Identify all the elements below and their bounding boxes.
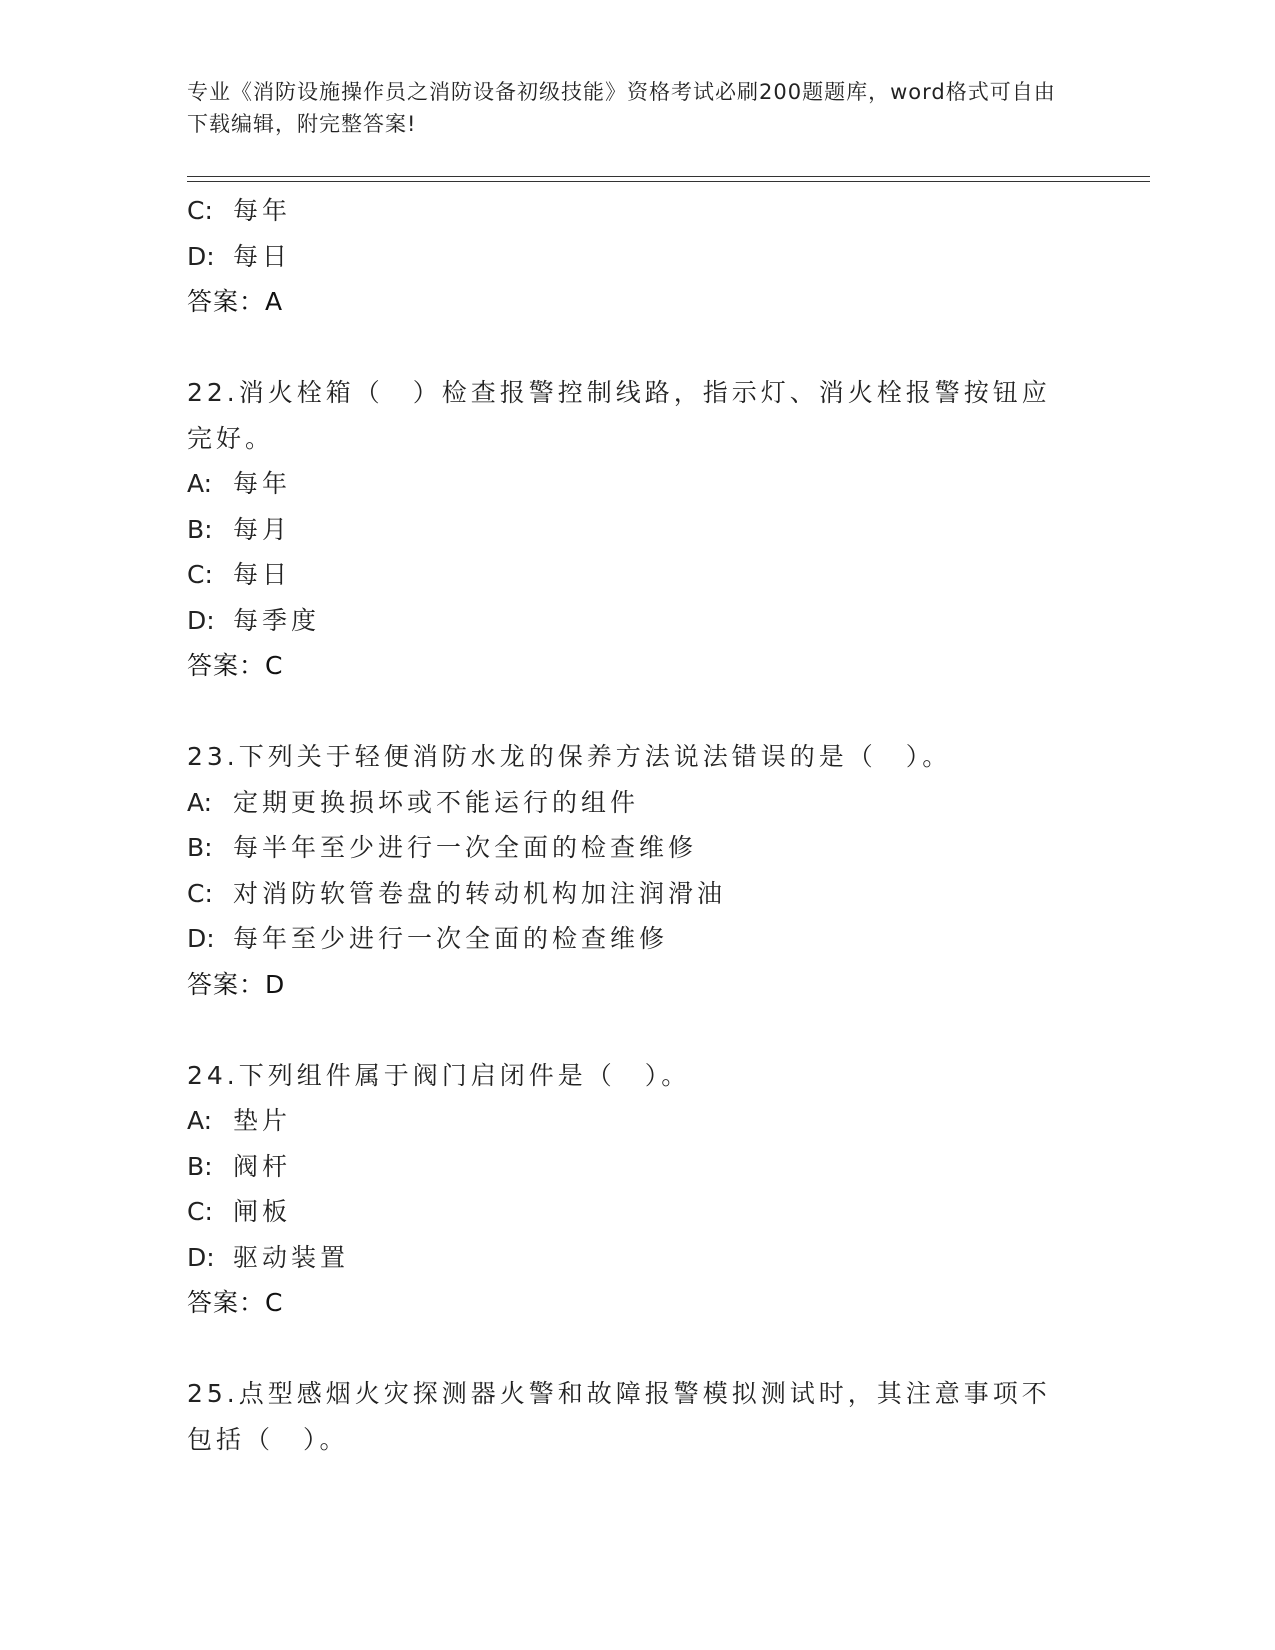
header-divider-bottom xyxy=(187,181,1150,182)
option-b xyxy=(187,825,1087,871)
option-b xyxy=(187,507,1087,553)
option-key: C: xyxy=(187,1197,213,1226)
option-key: C: xyxy=(187,560,213,589)
option-c xyxy=(187,1189,1087,1235)
option-c xyxy=(187,188,1087,234)
question-list xyxy=(187,188,1087,1462)
option-key: D: xyxy=(187,605,215,635)
option-d xyxy=(187,234,1087,280)
option-key: A: xyxy=(187,1106,213,1135)
option-c xyxy=(187,871,1087,917)
option-text: 每日 xyxy=(233,560,292,589)
option-c xyxy=(187,552,1087,598)
option-key: D: xyxy=(187,1242,215,1272)
answer-line: 答案：A xyxy=(187,287,284,316)
option-b xyxy=(187,1144,1087,1190)
question-stem: 25.点型感烟火灾探测器火警和故障报警模拟测试时，其注意事项不包括（ ）。 xyxy=(187,1379,1051,1454)
question-stem: 22.消火栓箱（ ）检查报警控制线路，指示灯、消火栓报警按钮应完好。 xyxy=(187,378,1051,453)
option-d xyxy=(187,1235,1087,1281)
spacer xyxy=(187,689,1087,735)
option-text: 每年至少进行一次全面的检查维修 xyxy=(233,924,669,953)
option-key: A: xyxy=(187,787,213,817)
option-a xyxy=(187,780,1087,826)
option-key: B: xyxy=(187,833,213,862)
option-a xyxy=(187,461,1087,507)
answer-line: 答案：C xyxy=(187,651,284,680)
option-key: B: xyxy=(187,1151,213,1181)
document-header: 专业《消防设施操作员之消防设备初级技能》资格考试必刷200题题库，word格式可自由下载编辑，附完整答案! xyxy=(187,80,1056,136)
option-text: 每年 xyxy=(233,469,292,498)
spacer xyxy=(187,325,1087,371)
option-d xyxy=(187,916,1087,962)
answer-line: 答案：D xyxy=(187,969,286,999)
option-key: D: xyxy=(187,241,215,271)
option-text: 垫片 xyxy=(233,1106,292,1135)
header-divider-top xyxy=(187,176,1150,177)
option-key: B: xyxy=(187,514,213,544)
answer-line: 答案：C xyxy=(187,1288,284,1317)
option-d xyxy=(187,598,1087,644)
option-text: 每年 xyxy=(233,196,292,225)
question-stem: 24.下列组件属于阀门启闭件是（ ）。 xyxy=(187,1060,691,1090)
option-key: D: xyxy=(187,924,215,953)
spacer xyxy=(187,1326,1087,1372)
document-page xyxy=(187,0,1147,1650)
option-key: A: xyxy=(187,469,213,498)
option-text: 每月 xyxy=(233,514,292,544)
option-text: 对消防软管卷盘的转动机构加注润滑油 xyxy=(233,878,727,908)
question-stem: 23.下列关于轻便消防水龙的保养方法说法错误的是（ ）。 xyxy=(187,742,952,771)
option-text: 定期更换损坏或不能运行的组件 xyxy=(233,787,640,817)
spacer xyxy=(187,1007,1087,1053)
option-a xyxy=(187,1098,1087,1144)
option-text: 每季度 xyxy=(233,605,321,635)
option-key: C: xyxy=(187,878,213,908)
option-text: 每日 xyxy=(233,241,292,271)
option-text: 闸板 xyxy=(233,1197,292,1226)
option-text: 每半年至少进行一次全面的检查维修 xyxy=(233,833,698,862)
option-text: 阀杆 xyxy=(233,1151,292,1181)
option-key: C: xyxy=(187,196,213,225)
option-text: 驱动装置 xyxy=(233,1242,350,1272)
